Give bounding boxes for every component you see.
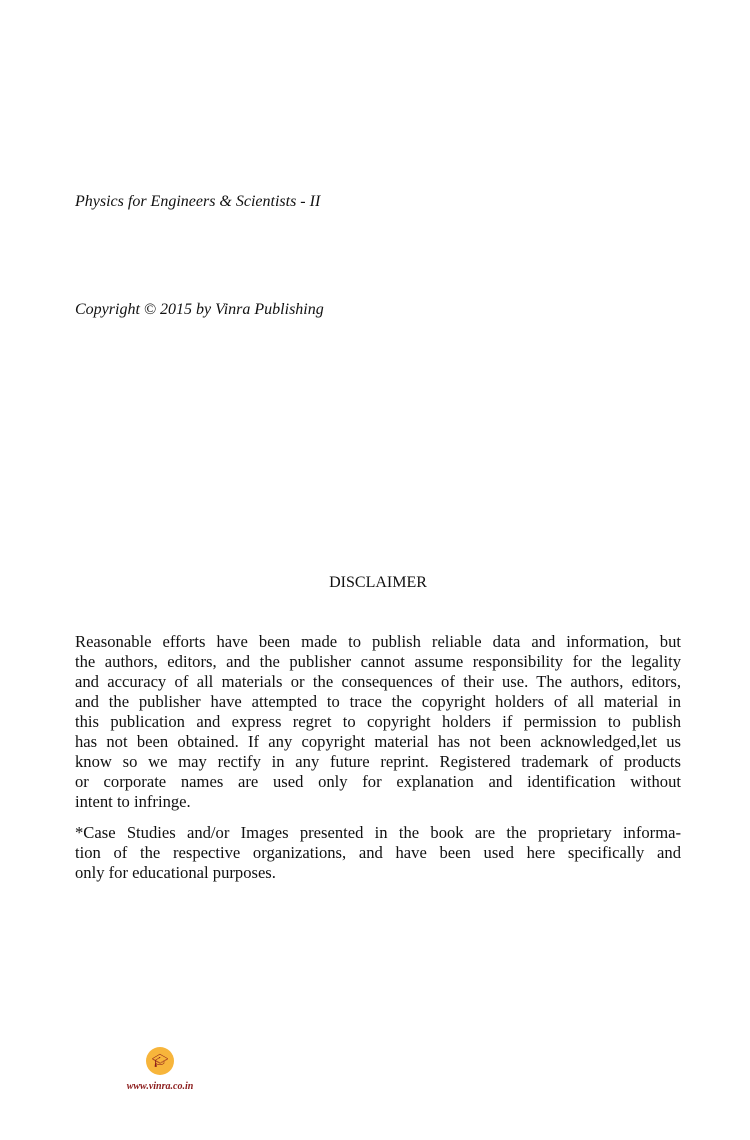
disclaimer-heading: DISCLAIMER	[329, 574, 427, 591]
disclaimer-paragraph-2	[75, 823, 681, 883]
text-line: Reasonable efforts have been made to publish reliable data and information, but	[75, 632, 681, 651]
text-line: intent to infringe.	[75, 792, 191, 811]
copyright-notice: Copyright © 2015 by Vinra Publishing	[75, 301, 324, 318]
graduation-cap-icon: 🎓︎	[146, 1047, 174, 1075]
text-line: tion of the respective organizations, and have been used here specifically and	[75, 843, 681, 862]
text-line: know so we may rectify in any future reprint. Registered trademark of products	[75, 752, 681, 771]
publisher-url: www.vinra.co.in	[126, 1081, 194, 1092]
text-line: and the publisher have attempted to trace the copyright holders of all material in	[75, 692, 681, 711]
book-title: Physics for Engineers & Scientists - II	[75, 193, 321, 210]
text-line: and accuracy of all materials or the consequences of their use. The authors, editors,	[75, 672, 681, 691]
text-line: *Case Studies and/or Images presented in the book are the proprietary informa-	[75, 823, 681, 842]
text-line: has not been obtained. If any copyright material has not been acknowledged,let us	[75, 732, 681, 751]
text-line: only for educational purposes.	[75, 863, 276, 882]
text-line: the authors, editors, and the publisher cannot assume responsibility for the legality	[75, 652, 681, 671]
publisher-logo	[120, 1047, 200, 1092]
text-line: this publication and express regret to copyright holders if permission to publish	[75, 712, 681, 731]
disclaimer-paragraph-1	[75, 632, 681, 812]
text-line: or corporate names are used only for explanation and identification without	[75, 772, 681, 791]
